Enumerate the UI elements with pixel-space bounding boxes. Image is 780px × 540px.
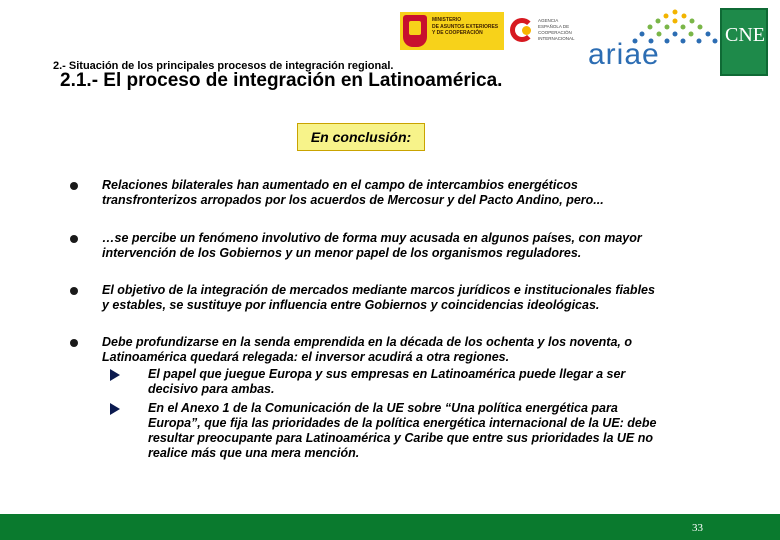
sub-item-text — [148, 367, 625, 397]
bullet-line: transfronterizos arropados por los acuerdos de Mercosur y del Pacto Andino, pero... — [102, 193, 604, 207]
bullet-line: y estables, se sustituye por influencia entre Gobiernos y coincidencias ideológicas. — [102, 298, 600, 312]
ministerio-logo — [400, 12, 504, 50]
coat-of-arms-icon — [403, 15, 427, 47]
sub-item-line: realice más que una mera mención. — [148, 446, 360, 460]
bullet-text — [102, 283, 655, 313]
ministerio-logo-text: MINISTERIO DE ASUNTOS EXTERIORES Y DE COOPERACIÓN — [432, 17, 499, 36]
aecid-dot-icon — [522, 26, 531, 35]
sub-item-line: En el Anexo 1 de la Comunicación de la UE sobre “Una política energética para — [148, 401, 618, 415]
sub-item-line: Europa”, que fija las prioridades de la política energética internacional de la UE: debe — [148, 416, 657, 430]
section-subtitle: 2.- Situación de los principales procesos de integración regional. — [53, 60, 394, 72]
bullet-icon — [70, 339, 78, 347]
footer-bar — [0, 514, 780, 540]
conclusion-label-text: En conclusión: — [310, 129, 412, 145]
bullet-line: …se percibe un fenómeno involutivo de forma muy acusada en algunos países, con mayor — [102, 231, 642, 245]
arrow-right-icon — [110, 369, 120, 381]
bullet-text — [102, 335, 632, 365]
bullet-line: Relaciones bilaterales han aumentado en el campo de intercambios energéticos — [102, 178, 578, 192]
bullet-text — [102, 178, 604, 208]
bullet-line: Latinoamérica quedará relegada: el inversor acudirá a otra regiones. — [102, 350, 510, 364]
conclusion-label — [297, 123, 425, 151]
sub-item-line: El papel que juegue Europa y sus empresas en Latinoamérica puede llegar a ser — [148, 367, 626, 381]
sub-item-line: decisivo para ambas. — [148, 382, 275, 396]
page-number: 33 — [692, 522, 703, 534]
bullet-icon — [70, 235, 78, 243]
arrow-right-icon — [110, 403, 120, 415]
ariae-logo-text: ariae — [588, 38, 660, 71]
bullet-line: Debe profundizarse en la senda emprendida en la década de los ochenta y los noventa, o — [102, 335, 633, 349]
sub-item-line: resultar preocupante para Latinoamérica y Caribe que entre sus prioridades la UE no — [148, 431, 654, 445]
cne-logo — [720, 8, 768, 76]
slide-title: 2.1.- El proceso de integración en Latinoamérica. — [60, 70, 503, 91]
bullet-line: El objetivo de la integración de mercados mediante marcos jurídicos e institucionales fiables — [102, 283, 655, 297]
bullet-icon — [70, 287, 78, 295]
bullet-line: intervención de los Gobiernos y un menor papel de los organismos reguladores. — [102, 246, 582, 260]
bullet-icon — [70, 182, 78, 190]
sub-item-text — [148, 401, 656, 461]
cne-logo-text: CNE — [725, 24, 765, 46]
aecid-logo-text: AGENCIA ESPAÑOLA DE COOPERACIÓN INTERNACIONAL — [538, 18, 575, 41]
bullet-text — [102, 231, 642, 261]
